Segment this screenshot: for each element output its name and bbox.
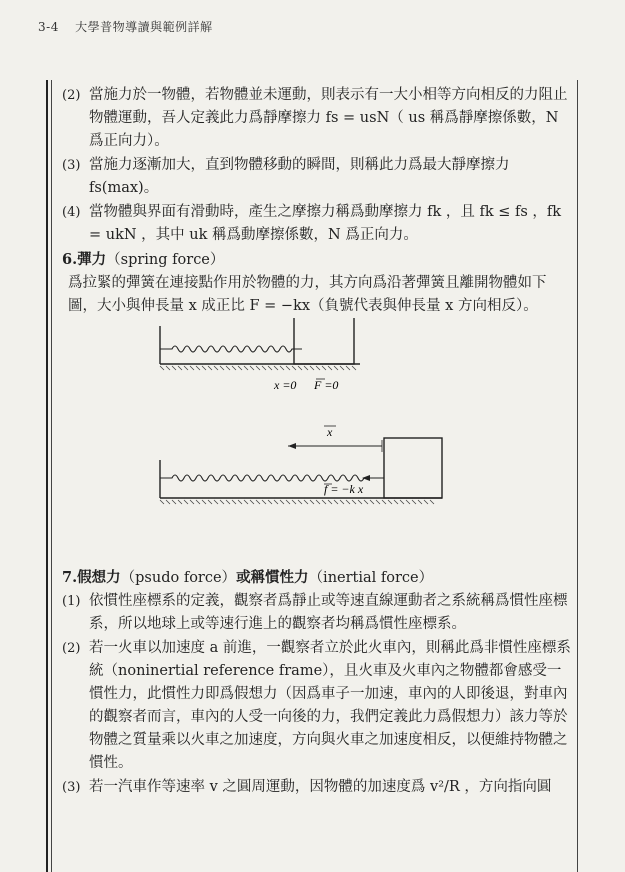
item-number: (4)	[62, 205, 81, 220]
item-text: 若一火車以加速度 a 前進，一觀察者立於此火車內，則稱此爲非慣性座標系統（noninertial reference frame），且火車及火車內之物體都會感受一慣性力，此慣性力即爲假想力（因爲車子一加速，車內的人即後退，對車內的觀察者而言，車內的人受一向後的力，我們定義此力爲假想力）該力等於物體之質量乘以火車之加速度，方向與火車之加速度相反，以便維持物體之慣性。	[89, 640, 571, 771]
inertial-item-1	[62, 590, 572, 636]
heading-text: 6.彈力	[62, 251, 107, 268]
inertial-item-3	[62, 776, 572, 799]
label-f: f = −k x	[324, 482, 364, 496]
heading-english-2: （inertial force）	[308, 570, 434, 586]
spring-diagram-relaxed	[160, 318, 360, 370]
item-text: 若一汽車作等速率 v 之圓周運動，因物體的加速度爲 v²/R ，方向指向圓	[89, 779, 552, 795]
item-text: 依慣性座標系的定義，觀察者爲靜止或等速直線運動者之系統稱爲慣性座標系，所以地球上或等速行進上的觀察者均稱爲慣性座標系。	[89, 593, 568, 632]
floor-hatching	[160, 366, 356, 370]
spring-coil	[160, 475, 378, 481]
spring-figure	[62, 318, 572, 565]
label-x: x	[327, 425, 333, 439]
block	[294, 318, 354, 364]
book-title: 大學普物導讀與範例詳解	[75, 20, 213, 34]
page-content	[62, 84, 572, 800]
spring-paragraph: 爲拉緊的彈簧在連接點作用於物體的力，其方向爲沿著彈簧且離開物體如下圖，大小與伸長量 x 成正比 F = −kx（負號代表與伸長量 x 方向相反）。	[68, 275, 547, 314]
page-header	[38, 18, 213, 35]
left-margin-bar-inner	[51, 80, 52, 872]
heading-mid: 或稱慣性力	[236, 569, 309, 586]
friction-item-4	[62, 201, 572, 247]
section-heading-inertial	[62, 566, 572, 590]
heading-english-1: （psudo force）	[120, 570, 237, 586]
item-number: (1)	[62, 594, 81, 609]
spring-coil	[160, 346, 302, 352]
section-heading-spring	[62, 248, 572, 272]
inertial-item-2	[62, 637, 572, 775]
right-margin-bar	[577, 80, 578, 872]
item-text: 當施力於一物體，若物體並未運動，則表示有一大小相等方向相反的力阻止物體運動，吾人定義此力爲靜摩擦力 fs = usN（ us 稱爲靜摩擦係數，N 爲正向力）。	[89, 87, 568, 149]
item-number: (3)	[62, 780, 81, 795]
spring-diagram	[62, 318, 572, 565]
item-text: 當施力逐漸加大，直到物體移動的瞬間，則稱此力爲最大靜摩擦力 fs(max)。	[89, 157, 510, 196]
item-number: (2)	[62, 88, 81, 103]
floor-hatching	[160, 500, 434, 504]
friction-item-3	[62, 154, 572, 200]
spring-diagram-stretched	[160, 438, 442, 504]
item-text: 當物體與界面有滑動時，產生之摩擦力稱爲動摩擦力 fk ，且 fk ≤ fs ，fk = ukN ，其中 uk 稱爲動摩擦係數，N 爲正向力。	[89, 204, 562, 243]
item-number: (2)	[62, 641, 81, 656]
heading-text: 7.假想力	[62, 569, 121, 586]
friction-item-2	[62, 84, 572, 153]
heading-english: （spring force）	[106, 252, 225, 268]
extension-arrow-head	[288, 443, 296, 449]
block	[384, 438, 442, 498]
item-number: (3)	[62, 158, 81, 173]
page-number: 3-4	[38, 20, 59, 34]
left-margin-bar	[46, 80, 48, 872]
caption-x-zero: x =0	[274, 378, 297, 392]
caption-f-zero: F =0	[314, 378, 339, 392]
